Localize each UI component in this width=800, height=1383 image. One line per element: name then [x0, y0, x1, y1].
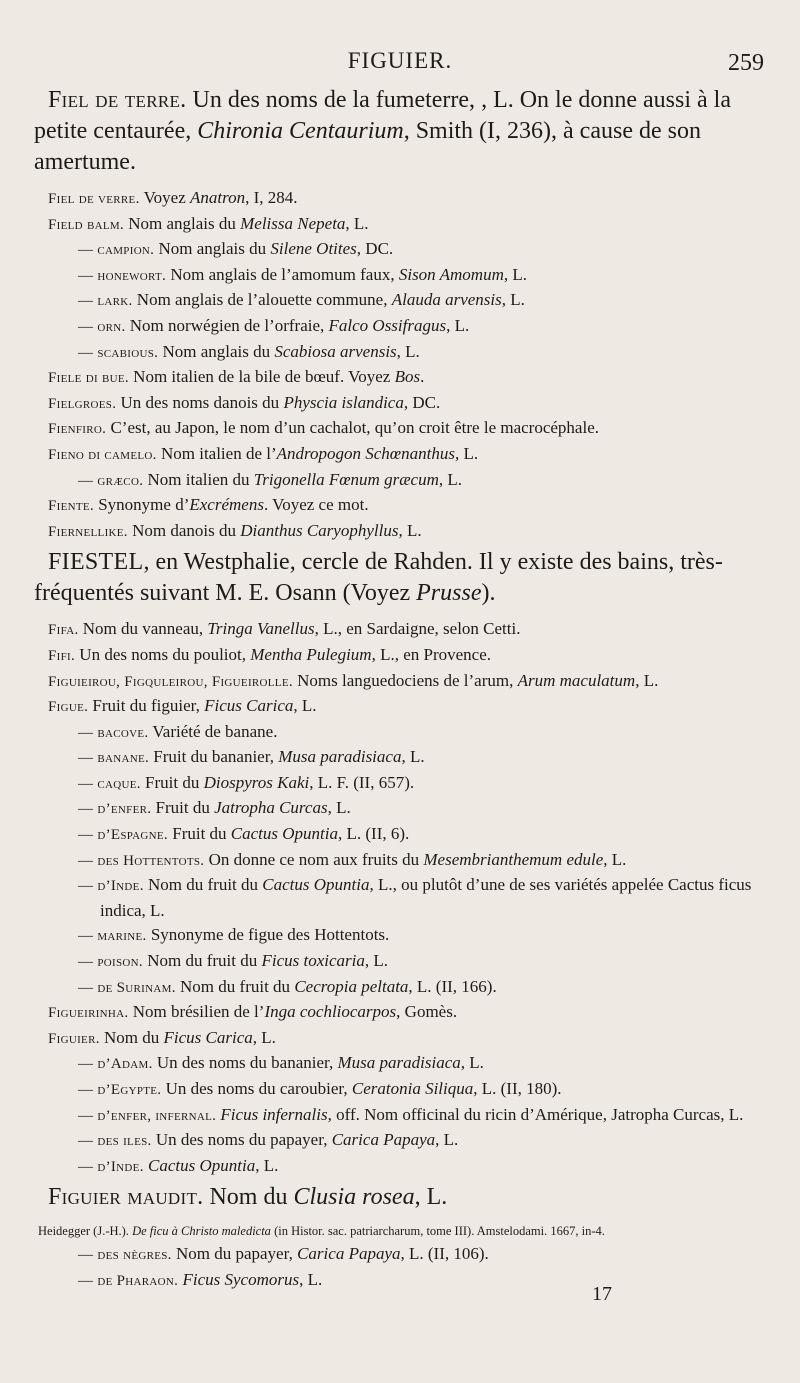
entry-text: , L. — [503, 264, 527, 284]
entry-latin-name: Alauda arvensis — [391, 290, 502, 310]
entry-text: Un des noms du caroubier, — [161, 1079, 352, 1098]
dictionary-entry — [48, 1154, 764, 1180]
entry-latin-name: Ficus Sycomorus — [182, 1269, 300, 1289]
entry-headword: — d’Adam. — [78, 1056, 153, 1073]
entry-headword: Fiernellike. — [48, 523, 128, 540]
dictionary-entry — [48, 365, 764, 391]
entry-text: On donne ce nom aux fruits du — [204, 849, 424, 869]
entry-latin-name: Cactus Opuntia — [148, 1155, 256, 1175]
entry-text: , L. On le donne aussi à la petite centaurée, — [34, 87, 731, 144]
entry-text: Nom du — [203, 1184, 294, 1211]
entry-latin-name: De ficu à Christo maledicta — [132, 1224, 271, 1239]
entry-latin-name: Scabiosa arvensis — [274, 341, 397, 361]
entry-text: Nom du papayer, — [171, 1244, 298, 1264]
entry-text: Synonyme d’ — [93, 495, 190, 515]
entry-text: Nom norwégien de l’orfraie, — [125, 315, 329, 335]
entry-latin-name: Cecropia peltata — [294, 976, 409, 996]
entry-headword: — d’enfer. — [78, 801, 152, 818]
dictionary-entry — [48, 617, 764, 643]
entry-text: , L. — [364, 951, 389, 971]
entry-text: Synonyme de figue des Hottentots. — [146, 925, 390, 945]
entry-text: Nom anglais du — [154, 239, 271, 259]
dictionary-entry — [48, 263, 764, 289]
entry-text: , L. (II, 6). — [338, 824, 410, 844]
dictionary-entry — [48, 848, 764, 874]
entry-text: Fruit du — [151, 798, 215, 818]
entry-text: , L., en Sardaigne, selon Cetti. — [314, 619, 521, 639]
dictionary-entry — [48, 1000, 764, 1026]
entry-latin-name: Melissa Nepeta — [240, 213, 346, 233]
entry-latin-name: Mesembrianthemum edule — [423, 849, 604, 869]
entry-text: , L. (II, 180). — [473, 1079, 562, 1098]
dictionary-entry — [48, 212, 764, 238]
entry-latin-name: Ceratonia Siliqua — [351, 1079, 474, 1098]
entry-latin-name: Anatron — [190, 188, 246, 207]
dictionary-entry — [48, 720, 764, 746]
entry-text: , L. — [446, 315, 470, 335]
entry-latin-name: Prusse — [416, 580, 482, 607]
entry-latin-name: Arum maculatum — [517, 670, 636, 690]
entry-headword: Fiele di bue. — [48, 370, 129, 387]
dictionary-entry — [48, 288, 764, 314]
entry-headword: Fifi. — [48, 647, 76, 664]
entry-text: Noms languedociens de l’arum, — [292, 670, 518, 690]
entry-latin-name: Clusia rosea — [293, 1184, 415, 1211]
entry-text: , L. — [635, 670, 659, 690]
running-title: FIGUIER. — [347, 48, 453, 73]
entry-text: , L., ou plutôt d’une de ses variétés appelée Cactus ficus indica, L. — [100, 875, 752, 920]
entry-headword: — d’Espagne. — [78, 827, 168, 844]
entry-text: , Gomès. — [396, 1002, 458, 1022]
entry-headword: — banane. — [78, 750, 150, 767]
entry-latin-name: Falco Ossifragus — [328, 315, 447, 335]
dictionary-entry — [48, 796, 764, 822]
entry-text: Nom danois du — [127, 520, 241, 540]
entry-text: , L. — [345, 213, 369, 233]
entry-headword: — orn. — [78, 318, 126, 335]
entry-text: Nom anglais de l’amomum faux, — [166, 264, 399, 284]
dictionary-entry — [48, 186, 764, 212]
entry-latin-name: Sison Amomum — [398, 264, 504, 284]
entry-text: Un des noms du papayer, — [151, 1130, 332, 1150]
entry-headword: — des nègres. — [78, 1247, 172, 1264]
entry-text: , Smith (I, 236), à cause de son amertume. — [34, 118, 701, 175]
entry-headword: Field balm. — [48, 216, 124, 233]
dictionary-entry — [48, 391, 764, 417]
entry-latin-name: Diospyros Kaki — [203, 772, 310, 792]
dictionary-entry — [48, 745, 764, 771]
entry-text: Nom anglais du — [123, 213, 241, 233]
entry-headword: — d’Egypte. — [78, 1082, 162, 1098]
entry-text: Un des noms de la fumeterre, — [186, 87, 482, 113]
entry-latin-name: Ficus infernalis — [220, 1104, 328, 1124]
entry-text: , L. — [293, 696, 317, 716]
entry-text: Heidegger (J.-H.). — [38, 1224, 133, 1239]
entry-text: Un des noms danois du — [116, 392, 284, 412]
entry-headword: — d’Inde. — [78, 878, 144, 895]
entry-text: Voyez — [139, 188, 190, 207]
entry-text: Nom brésilien de l’ — [128, 1002, 265, 1022]
entry-text: , L. — [299, 1269, 323, 1289]
entry-headword: — marine. — [78, 928, 147, 945]
dictionary-entry — [48, 1051, 764, 1077]
entry-headword: — de Pharaon. — [78, 1272, 179, 1289]
dictionary-entry — [48, 340, 764, 366]
entry-headword: Fiel de terre. — [48, 87, 187, 113]
entry-text: Un des noms du bananier, — [152, 1053, 338, 1073]
entry-text: Nom du fruit du — [175, 976, 295, 996]
entry-latin-name: Tringa Vanellus — [207, 619, 315, 639]
entry-headword: FIESTEL — [48, 549, 144, 576]
entry-text: , L. — [327, 798, 351, 818]
entry-text: , I, 284. — [245, 188, 298, 207]
entry-text: , L. — [414, 1184, 448, 1211]
dictionary-entry — [48, 873, 764, 923]
dictionary-entry — [48, 822, 764, 848]
dictionary-entry — [48, 416, 764, 442]
entry-latin-name: Carica Papaya — [297, 1244, 401, 1264]
entry-headword: Fieno di camelo. — [48, 446, 157, 463]
dictionary-entry — [48, 468, 764, 494]
dictionary-entry — [48, 669, 764, 695]
dictionary-entry — [48, 975, 764, 1001]
dictionary-entry — [48, 314, 764, 340]
entry-headword: Fienfiro. — [48, 421, 107, 438]
entry-latin-name: Andropogon Schœnanthus — [276, 443, 455, 463]
entry-text: , L. — [454, 443, 479, 463]
entry-text: , L. — [401, 747, 425, 767]
entry-text: , L. — [603, 849, 627, 869]
entry-text: , DC. — [356, 239, 394, 259]
entry-text: Nom anglais de l’alouette commune, — [132, 290, 392, 310]
entry-text: , L. (II, 106). — [400, 1244, 489, 1264]
entry-text: . — [420, 367, 425, 387]
page-header — [0, 44, 800, 84]
dictionary-entry — [38, 1221, 764, 1242]
dictionary-entry — [48, 442, 764, 468]
entry-text: C’est, au Japon, le nom d’un cachalot, qu’on croit être le macrocéphale. — [106, 418, 599, 438]
entry-text: Fruit du — [167, 824, 231, 844]
entry-text: (in Histor. sac. patriarcharum, tome III). Amstelodami. 1667, in-4. — [270, 1224, 605, 1239]
entry-headword: — campion. — [78, 242, 155, 259]
entry-latin-name: Silene Otites — [270, 239, 357, 259]
dictionary-entry — [34, 547, 764, 609]
entry-latin-name: Musa paradisiaca — [337, 1053, 461, 1073]
entry-text: Nom italien du — [143, 469, 254, 489]
dictionary-entry — [48, 493, 764, 519]
entry-headword: — poison. — [78, 954, 143, 971]
dictionary-entry — [48, 643, 764, 669]
entry-latin-name: Ficus toxicaria — [261, 951, 365, 971]
entry-text: , L., en Provence. — [371, 644, 492, 664]
dictionary-entry — [48, 1268, 764, 1294]
entry-text: Un des noms du pouliot, — [75, 644, 251, 664]
entry-text: Fruit du — [140, 772, 204, 792]
entry-text: Nom italien de la bile de bœuf. Voyez — [128, 367, 395, 387]
page-number: 259 — [728, 50, 764, 76]
entry-latin-name: Jatropha Curcas — [214, 798, 328, 818]
entry-text: Fruit du figuier, — [88, 696, 205, 716]
entry-text: Nom anglais du — [158, 341, 275, 361]
entry-headword: Fiel de verre. — [48, 191, 140, 207]
entry-headword: Figueirinha. — [48, 1005, 129, 1022]
dictionary-entry — [48, 923, 764, 949]
entry-headword: — des Hottentots. — [78, 852, 205, 869]
dictionary-entries — [34, 82, 764, 1294]
entry-latin-name: Dianthus Caryophyllus — [240, 520, 399, 540]
entry-text: Variété de banane. — [148, 721, 278, 741]
signature-mark: 17 — [592, 1283, 612, 1305]
entry-text: , DC. — [403, 392, 441, 412]
dictionary-entry — [48, 237, 764, 263]
entry-headword: — de Surinam. — [78, 979, 176, 996]
entry-headword: Figuieirou, Figquleirou, Figueirolle. — [48, 673, 293, 690]
entry-headword: — d’enfer, infernal. — [78, 1107, 217, 1124]
entry-text: , L. — [501, 290, 525, 310]
entry-latin-name: Physcia islandica — [283, 392, 404, 412]
entry-text: , L. — [255, 1155, 279, 1175]
entry-headword: — scabious. — [78, 344, 159, 361]
entry-headword: Figuier. — [48, 1030, 100, 1047]
entry-latin-name: Chironia Centaurium — [197, 118, 404, 144]
dictionary-entry — [34, 85, 764, 178]
entry-text: ). — [481, 580, 496, 607]
entry-headword: Figue. — [48, 699, 89, 716]
entry-headword: — honewort. — [78, 267, 167, 284]
entry-headword: — græco. — [78, 472, 144, 489]
entry-text: , L. — [398, 520, 422, 540]
entry-latin-name: Bos — [394, 367, 421, 387]
dictionary-entry — [34, 1182, 764, 1213]
entry-headword: — des iles. — [78, 1133, 152, 1150]
entry-latin-name: Ficus Carica — [204, 696, 294, 716]
entry-latin-name: Cactus Opuntia — [262, 875, 370, 895]
entry-text: , L. (II, 166). — [408, 976, 497, 996]
entry-latin-name: Inga cochliocarpos — [264, 1002, 397, 1022]
dictionary-entry — [48, 1242, 764, 1268]
entry-headword: Fielgroes. — [48, 395, 117, 412]
entry-text: , L. — [435, 1130, 459, 1150]
entry-latin-name: Trigonella Fœnum græcum — [253, 469, 439, 489]
entry-latin-name: Musa paradisiaca — [278, 747, 402, 767]
dictionary-entry — [48, 771, 764, 797]
entry-text: , L. F. (II, 657). — [309, 772, 415, 792]
entry-text: Nom du fruit du — [143, 875, 263, 895]
entry-latin-name: Mentha Pulegium — [250, 644, 372, 664]
dictionary-entry — [48, 519, 764, 545]
entry-text: , en Westphalie, cercle de Rahden. Il y existe des bains, très-fréquentés suivant M. E. Osann (Voyez — [34, 549, 723, 607]
entry-headword: Fifa. — [48, 622, 79, 639]
entry-latin-name: Cactus Opuntia — [230, 824, 338, 844]
entry-latin-name: Ficus Carica — [163, 1027, 253, 1047]
entry-text: , L. — [438, 469, 462, 489]
entry-headword: — d’Inde. — [78, 1158, 144, 1175]
entry-headword: — caque. — [78, 775, 141, 792]
entry-text: , L. — [252, 1027, 276, 1047]
entry-headword: Figuier maudit. — [48, 1184, 204, 1211]
entry-text: Nom du — [99, 1027, 164, 1047]
entry-text: , L. — [460, 1053, 484, 1073]
entry-text: Nom italien de l’ — [156, 443, 277, 463]
entry-text: Nom du fruit du — [142, 951, 262, 971]
dictionary-entry — [48, 949, 764, 975]
entry-headword: Fiente. — [48, 498, 94, 515]
entry-latin-name: Carica Papaya — [331, 1130, 436, 1150]
dictionary-entry — [48, 1128, 764, 1154]
entry-latin-name: Excrémens — [189, 495, 264, 515]
entry-text: Nom du vanneau, — [78, 619, 208, 639]
entry-text: Fruit du bananier, — [149, 747, 279, 767]
dictionary-entry — [48, 1026, 764, 1052]
entry-text: , L. — [396, 341, 420, 361]
dictionary-entry — [48, 1077, 764, 1103]
dictionary-entry — [48, 694, 764, 720]
entry-text: , off. Nom officinal du ricin d’Amérique, Jatropha Curcas, L. — [327, 1104, 744, 1124]
dictionary-entry — [48, 1103, 764, 1129]
entry-headword: — bacove. — [78, 724, 149, 741]
entry-headword: — lark. — [78, 293, 133, 310]
entry-text: . Voyez ce mot. — [263, 495, 369, 515]
